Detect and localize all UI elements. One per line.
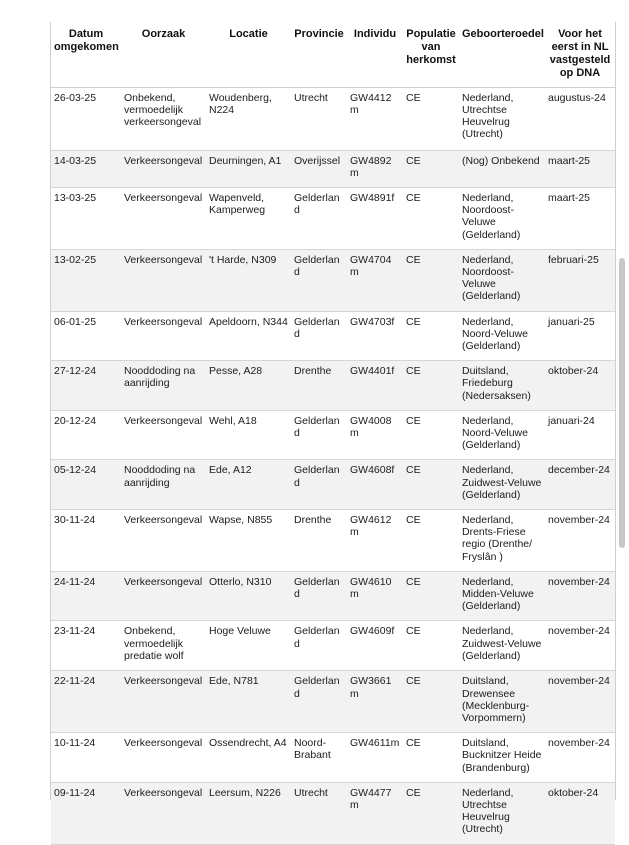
cell-vastgesteld: maart-25 [545, 187, 615, 249]
cell-vastgesteld: november-24 [545, 571, 615, 621]
wolf-deaths-table-container [50, 22, 616, 836]
cell-provincie: Utrecht [291, 782, 347, 844]
cell-geboorteroedel: Nederland, Drents-Friese regio (Drenthe/ Fryslân ) [459, 509, 545, 571]
vertical-scrollbar[interactable] [619, 258, 625, 548]
table-row [51, 410, 615, 460]
cell-vastgesteld: oktober-24 [545, 361, 615, 411]
cell-locatie: Woudenberg, N224 [206, 87, 291, 150]
cell-provincie: Gelderland [291, 410, 347, 460]
cell-individu: GW4703f [347, 311, 403, 361]
cell-vastgesteld: februari-25 [545, 249, 615, 311]
cell-datum: 14-03-25 [51, 150, 121, 187]
cell-geboorteroedel: (Nog) Onbekend [459, 150, 545, 187]
cell-individu: GW4008m [347, 410, 403, 460]
cell-oorzaak: Verkeersongeval [121, 187, 206, 249]
cell-individu: GW4477m [347, 782, 403, 844]
table-header-row [51, 22, 615, 87]
cell-vastgesteld: oktober-24 [545, 782, 615, 844]
cell-oorzaak: Verkeersongeval [121, 249, 206, 311]
cell-oorzaak: Verkeersongeval [121, 311, 206, 361]
table-row [51, 460, 615, 510]
cell-oorzaak: Nooddoding na aanrijding [121, 361, 206, 411]
cell-vastgesteld: november-24 [545, 621, 615, 671]
header-locatie: Locatie [229, 28, 268, 40]
cell-vastgesteld: januari-24 [545, 410, 615, 460]
cell-datum: 30-11-24 [51, 509, 121, 571]
cell-locatie: Ede, A12 [206, 460, 291, 510]
cell-geboorteroedel: Nederland, Noord-Veluwe (Gelderland) [459, 311, 545, 361]
header-oorzaak: Oorzaak [141, 28, 186, 40]
cell-datum: 20-12-24 [51, 410, 121, 460]
cell-populatie: CE [403, 150, 459, 187]
cell-locatie: Pesse, A28 [206, 361, 291, 411]
cell-datum: 23-11-24 [51, 621, 121, 671]
table-row [51, 571, 615, 621]
table-row [51, 361, 615, 411]
table-row [51, 671, 615, 733]
cell-datum: 13-02-25 [51, 249, 121, 311]
header-geboorteroedel: Geboorteroedel [462, 28, 544, 40]
cell-geboorteroedel: Nederland, Utrechtse Heuvelrug (Utrecht) [459, 87, 545, 150]
header-voor-het-eerst: Voor het eerst in NL vastgesteld op DNA [549, 28, 611, 79]
cell-datum: 09-11-24 [51, 782, 121, 844]
header-datum: Datum omgekomen [54, 28, 119, 53]
cell-populatie: CE [403, 671, 459, 733]
cell-datum: 26-03-25 [51, 87, 121, 150]
cell-provincie: Gelderland [291, 621, 347, 671]
header-individu: Individu [353, 28, 397, 40]
table-row [51, 621, 615, 671]
cell-geboorteroedel: Nederland, Zuidwest-Veluwe (Gelderland) [459, 460, 545, 510]
cell-vastgesteld: november-24 [545, 509, 615, 571]
cell-populatie: CE [403, 460, 459, 510]
cell-provincie: Gelderland [291, 671, 347, 733]
cell-geboorteroedel: Nederland, Midden-Veluwe (Gelderland) [459, 571, 545, 621]
cell-locatie: Wapenveld, Kamperweg [206, 187, 291, 249]
cell-datum: 22-11-24 [51, 671, 121, 733]
cell-populatie: CE [403, 410, 459, 460]
cell-oorzaak: Verkeersongeval [121, 782, 206, 844]
cell-oorzaak: Verkeersongeval [121, 509, 206, 571]
cell-locatie: Hoge Veluwe [206, 621, 291, 671]
cell-populatie: CE [403, 733, 459, 783]
cell-vastgesteld: november-24 [545, 733, 615, 783]
cell-individu: GW4891f [347, 187, 403, 249]
cell-provincie: Drenthe [291, 361, 347, 411]
cell-geboorteroedel: Nederland, Noordoost-Veluwe (Gelderland) [459, 187, 545, 249]
cell-vastgesteld: maart-25 [545, 150, 615, 187]
cell-datum: 13-03-25 [51, 187, 121, 249]
cell-vastgesteld: november-24 [545, 671, 615, 733]
table-row [51, 733, 615, 783]
cell-geboorteroedel: Duitsland, Bucknitzer Heide (Brandenburg) [459, 733, 545, 783]
cell-oorzaak: Onbekend, vermoedelijk verkeersongeval [121, 87, 206, 150]
cell-geboorteroedel: Nederland, Noordoost-Veluwe (Gelderland) [459, 249, 545, 311]
cell-locatie: Deurningen, A1 [206, 150, 291, 187]
table-row [51, 87, 615, 150]
cell-oorzaak: Nooddoding na aanrijding [121, 460, 206, 510]
cell-geboorteroedel: Duitsland, Friedeburg (Nedersaksen) [459, 361, 545, 411]
cell-datum: 24-11-24 [51, 571, 121, 621]
cell-populatie: CE [403, 509, 459, 571]
cell-provincie: Gelderland [291, 460, 347, 510]
cell-datum: 05-12-24 [51, 460, 121, 510]
cell-individu: GW4610m [347, 571, 403, 621]
cell-individu: GW4609f [347, 621, 403, 671]
cell-individu: GW3661m [347, 671, 403, 733]
cell-populatie: CE [403, 311, 459, 361]
cell-locatie: Otterlo, N310 [206, 571, 291, 621]
cell-individu: GW4611m [347, 733, 403, 783]
cell-populatie: CE [403, 249, 459, 311]
cell-populatie: CE [403, 571, 459, 621]
cell-oorzaak: Verkeersongeval [121, 571, 206, 621]
cell-individu: GW4608f [347, 460, 403, 510]
cell-geboorteroedel: Duitsland, Drewensee (Mecklenburg-Vorpommern) [459, 671, 545, 733]
cell-oorzaak: Verkeersongeval [121, 671, 206, 733]
cell-oorzaak: Onbekend, vermoedelijk predatie wolf [121, 621, 206, 671]
cell-oorzaak: Verkeersongeval [121, 733, 206, 783]
table-row [51, 249, 615, 311]
cell-individu: GW4612m [347, 509, 403, 571]
cell-datum: 06-01-25 [51, 311, 121, 361]
cell-locatie: Leersum, N226 [206, 782, 291, 844]
cell-individu: GW4401f [347, 361, 403, 411]
cell-individu: GW4704m [347, 249, 403, 311]
cell-geboorteroedel: Nederland, Utrechtse Heuvelrug (Utrecht) [459, 782, 545, 844]
cell-oorzaak: Verkeersongeval [121, 150, 206, 187]
cell-populatie: CE [403, 187, 459, 249]
cell-populatie: CE [403, 361, 459, 411]
cell-populatie: CE [403, 621, 459, 671]
cell-individu: GW4412m [347, 87, 403, 150]
cell-individu: GW4892m [347, 150, 403, 187]
table-row [51, 311, 615, 361]
wolf-deaths-table [51, 22, 615, 845]
cell-vastgesteld: augustus-24 [545, 87, 615, 150]
cell-geboorteroedel: Nederland, Noord-Veluwe (Gelderland) [459, 410, 545, 460]
cell-provincie: Gelderland [291, 249, 347, 311]
cell-provincie: Utrecht [291, 87, 347, 150]
cell-locatie: Wapse, N855 [206, 509, 291, 571]
cell-locatie: Ossendrecht, A4 [206, 733, 291, 783]
header-populatie: Populatie van herkomst [406, 28, 456, 66]
cell-vastgesteld: december-24 [545, 460, 615, 510]
cell-provincie: Gelderland [291, 187, 347, 249]
cell-provincie: Noord-Brabant [291, 733, 347, 783]
cell-provincie: Gelderland [291, 311, 347, 361]
cell-populatie: CE [403, 87, 459, 150]
cell-datum: 27-12-24 [51, 361, 121, 411]
cell-provincie: Overijssel [291, 150, 347, 187]
cell-populatie: CE [403, 782, 459, 844]
table-row [51, 509, 615, 571]
cell-vastgesteld: januari-25 [545, 311, 615, 361]
cell-locatie: 't Harde, N309 [206, 249, 291, 311]
cell-provincie: Gelderland [291, 571, 347, 621]
table-row [51, 150, 615, 187]
cell-geboorteroedel: Nederland, Zuidwest-Veluwe (Gelderland) [459, 621, 545, 671]
table-row [51, 782, 615, 844]
cell-locatie: Apeldoorn, N344 [206, 311, 291, 361]
cell-locatie: Ede, N781 [206, 671, 291, 733]
cell-locatie: Wehl, A18 [206, 410, 291, 460]
table-row [51, 187, 615, 249]
cell-provincie: Drenthe [291, 509, 347, 571]
cell-datum: 10-11-24 [51, 733, 121, 783]
cell-oorzaak: Verkeersongeval [121, 410, 206, 460]
header-provincie: Provincie [294, 28, 344, 40]
